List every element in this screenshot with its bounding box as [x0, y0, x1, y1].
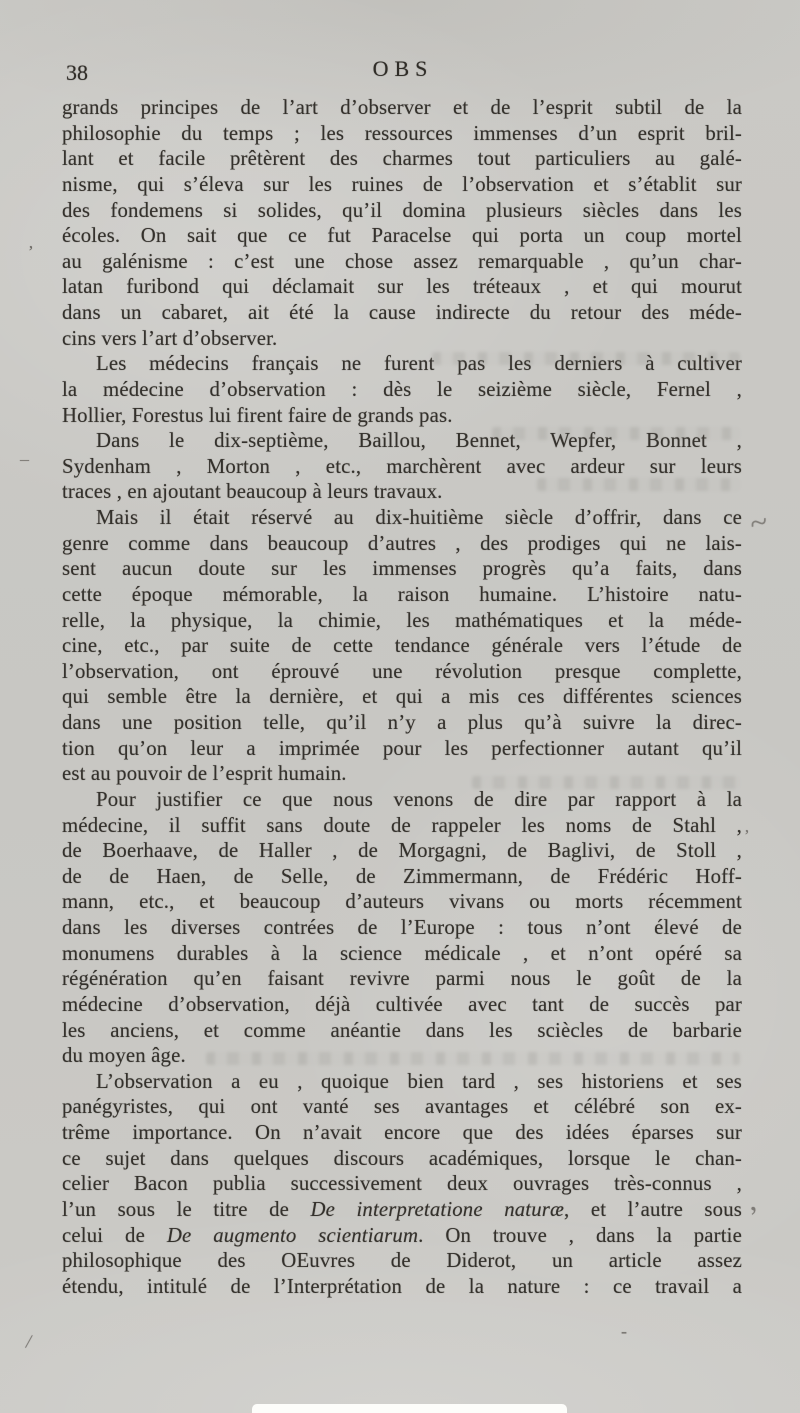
- text-line: [62, 1197, 742, 1223]
- text-line: Hollier, Forestus lui firent faire de grands pas.: [62, 403, 453, 427]
- scan-artifact-left-dash: –: [20, 449, 29, 469]
- text-line: les anciens, et comme anéantie dans les sciècles de barbarie: [62, 1018, 742, 1042]
- text-column: [62, 95, 742, 1299]
- scan-artifact-right-tilde: ~: [745, 502, 772, 542]
- text-line: Mais il était réservé au dix-huitième siècle d’offrir, dans ce: [96, 506, 742, 529]
- scan-artifact-bottom-dash: -: [621, 1321, 627, 1341]
- text-line: trême importance. On n’avait encore que des idées éparses sur: [62, 1121, 742, 1144]
- page-number: 38: [66, 60, 88, 85]
- text-line: Dans le dix-septième, Baillou, Bennet, Wepfer, Bonnet ,: [96, 429, 742, 453]
- scan-artifact-bottom-slash: /: [24, 1330, 34, 1354]
- text-line: genre comme dans beaucoup d’autres , des prodiges qui ne lais-: [62, 531, 742, 555]
- text-line: panégyristes, qui ont vanté ses avantages et célébré son ex-: [62, 1095, 742, 1119]
- text-segment: celui de: [62, 1223, 167, 1247]
- text-line: philosophie du temps ; les ressources immenses d’un esprit bril-: [62, 121, 742, 145]
- text-line: la médecine d’observation : dès le seizième siècle, Fernel ,: [62, 377, 742, 401]
- text-segment: l’un sous le titre de: [62, 1197, 311, 1221]
- text-segment: . On trouve , dans la partie: [418, 1223, 742, 1247]
- text-line: Les médecins français ne furent pas les derniers à cultiver: [96, 352, 742, 376]
- text-line: dans les diverses contrées de l’Europe : tous n’ont élevé de: [62, 916, 742, 939]
- text-line: grands principes de l’art d’observer et de l’esprit subtil de la: [62, 96, 742, 119]
- text-line: philosophique des OEuvres de Diderot, un article assez: [62, 1249, 742, 1273]
- text-line: dans un cabaret, ait été la cause indirecte du retour des méde-: [62, 301, 742, 324]
- text-line: monumens durables à la science médicale , et n’ont opéré sa: [62, 941, 742, 965]
- scan-artifact-right-apostrophe: ’: [744, 826, 750, 845]
- bleed-through: [472, 776, 740, 789]
- italic-book-title: De interpretatione naturæ: [310, 1197, 565, 1221]
- text-line: au galénisme : c’est une chose assez remarquable , qu’un char-: [62, 249, 742, 273]
- text-line: sent aucun doute sur les immenses progrès qu’a faits, dans: [62, 557, 742, 581]
- text-line: étendu, intitulé de l’Interprétation de la nature : ce travail a: [62, 1274, 742, 1298]
- text-line: mann, etc., et beaucoup d’auteurs vivans ou morts récemment: [62, 890, 742, 914]
- text-line: Pour justifier ce que nous venons de dire par rapport à la: [96, 787, 742, 811]
- text-line: cine, etc., par suite de cette tendance générale vers l’étude de: [62, 634, 742, 658]
- text-line: des fondemens si solides, qu’il domina plusieurs siècles dans les: [62, 198, 742, 222]
- text-line: latan furibond qui déclamait sur les tréteaux , et qui mourut: [62, 275, 742, 299]
- scan-artifact-left-apostrophe: ’: [28, 242, 34, 261]
- text-line: l’observation, ont éprouvé une révolution presque complette,: [62, 659, 742, 683]
- bleed-through: [206, 1052, 740, 1065]
- text-line: tion qu’on leur a imprimée pour les perfectionner autant qu’il: [62, 736, 742, 760]
- running-title: OBS: [372, 56, 434, 81]
- scan-artifact-right-comma: ,: [744, 1183, 759, 1218]
- text-line: du moyen âge.: [62, 1044, 186, 1068]
- text-segment: , et l’autre sous: [564, 1197, 742, 1221]
- bleed-through: [492, 427, 740, 440]
- text-line: Sydenham , Morton , etc., marchèrent avec ardeur sur leurs: [62, 454, 742, 478]
- text-line: de de Haen, de Selle, de Zimmermann, de Frédéric Hoff-: [62, 864, 742, 888]
- text-line: traces , en ajoutant beaucoup à leurs travaux.: [62, 480, 443, 504]
- bleed-through: [537, 478, 740, 491]
- text-line: lant et facile prêtèrent des charmes tout particuliers au galé-: [62, 147, 742, 171]
- text-line: écoles. On sait que ce fut Paracelse qui porta un coup mortel: [62, 224, 742, 248]
- text-line: relle, la physique, la chimie, les mathématiques et la méde-: [62, 608, 742, 632]
- bleed-through: [432, 352, 740, 365]
- text-line: régénération qu’en faisant revivre parmi nous le goût de la: [62, 967, 742, 991]
- text-line: médecine, il suffit sans doute de rappeler les noms de Stahl ,: [62, 813, 742, 837]
- text-line: dans une position telle, qu’il n’y a plus qu’à suivre la direc-: [62, 711, 742, 734]
- text-line: nisme, qui s’éleva sur les ruines de l’observation et s’établit sur: [62, 172, 742, 196]
- text-line: cette époque mémorable, la raison humaine. L’histoire natu-: [62, 582, 742, 606]
- italic-book-title: De augmento scientiarum: [166, 1223, 419, 1247]
- text-line: cins vers l’art d’observer.: [62, 326, 278, 350]
- text-line: [62, 1223, 742, 1249]
- text-line: de Boerhaave, de Haller , de Morgagni, de Baglivi, de Stoll ,: [62, 839, 742, 863]
- text-line: L’observation a eu , quoique bien tard , ses historiens et ses: [96, 1069, 742, 1093]
- text-line: est au pouvoir de l’esprit humain.: [62, 762, 347, 786]
- text-line: ce sujet dans quelques discours académiques, lorsque le chan-: [62, 1146, 742, 1170]
- scanner-edge: [252, 1404, 567, 1413]
- text-line: celier Bacon publia successivement deux ouvrages très-connus ,: [62, 1172, 742, 1196]
- text-line: qui semble être la dernière, et qui a mis ces différentes sciences: [62, 685, 742, 709]
- text-line: médecine d’observation, déjà cultivée avec tant de succès par: [62, 992, 742, 1016]
